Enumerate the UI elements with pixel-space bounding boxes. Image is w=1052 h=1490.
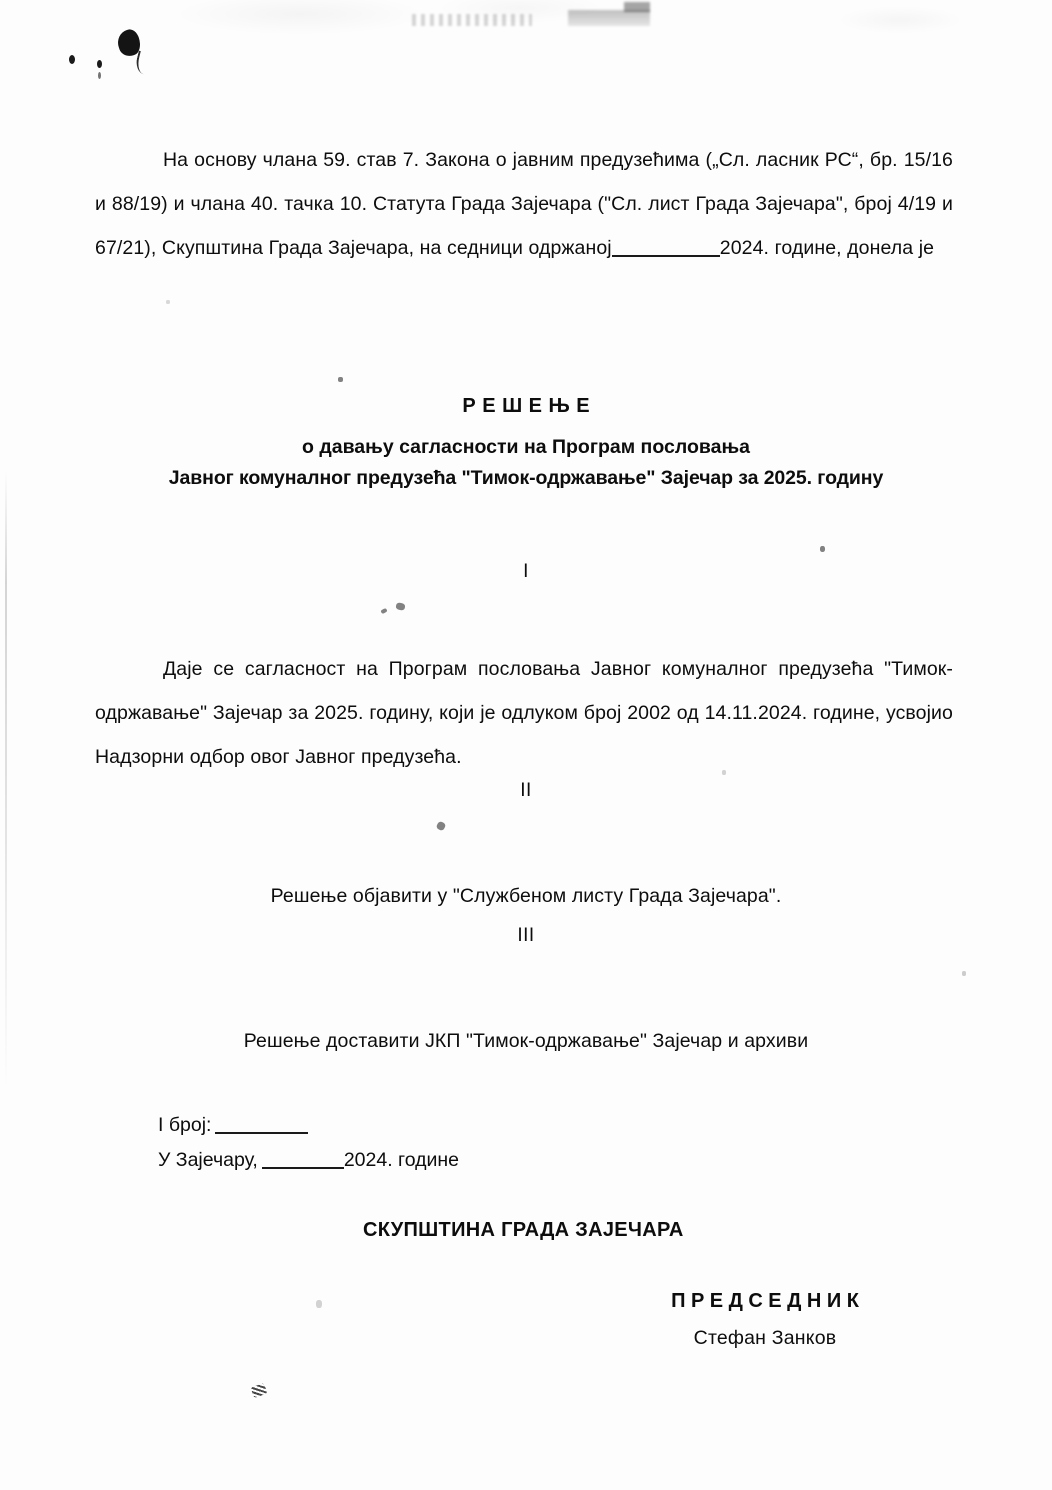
ink-speck — [69, 55, 75, 64]
section-body-3: Решење доставити ЈКП "Тимок-одржавање" Зајечар и архиви — [243, 1029, 809, 1052]
scan-smudge-faint-text — [412, 14, 532, 26]
scan-noise-top — [0, 0, 1052, 100]
place-label: У Зајечару, — [158, 1149, 258, 1171]
signatory-name: Стефан Занков — [693, 1327, 837, 1349]
scan-smudge-corner — [624, 2, 650, 12]
signatory-title: ПРЕДСЕДНИК — [671, 1290, 865, 1312]
year-suffix: 2024. године — [343, 1149, 460, 1171]
section-numeral-3: III — [517, 925, 535, 946]
document-number-line — [158, 1108, 459, 1143]
signature-block — [600, 1290, 930, 1350]
ink-speck — [380, 608, 387, 614]
preamble-paragraph — [95, 138, 953, 270]
document-number-blank-line — [215, 1132, 308, 1134]
ink-speck — [395, 602, 405, 611]
ink-speck — [338, 377, 343, 382]
scan-smudge-dark-bar — [568, 10, 650, 26]
preamble-text-part1: На основу члана 59. став 7. Закона о јавним предузећима („Сл. ласник РС“, бр. 15/16 и 88/19) и члана 40. тачка 10. Статута Града Зајечара ("Сл. лист Града Зајечара", број 4/19 и 67/21), Скупштина Града Зајечара, на седници одржаној — [95, 148, 953, 259]
subtitle-line-2: Јавног комуналног предузећа "Тимок-одржавање" Зајечар за 2025. годину — [168, 467, 884, 489]
place-and-date-line — [158, 1143, 459, 1178]
footer-metadata — [158, 1108, 459, 1178]
section-body-2: Решење објавити у "Службеном листу Града Зајечара". — [270, 884, 782, 907]
ink-speck — [820, 546, 825, 552]
ink-speck — [166, 300, 170, 304]
document-number-label: I број: — [158, 1114, 212, 1136]
subtitle-line-1: о давању сагласности на Програм пословања — [302, 436, 750, 458]
section-numeral-2: II — [520, 780, 532, 801]
section-numeral-1: I — [523, 561, 529, 582]
ink-speck — [962, 971, 966, 976]
ink-blot — [115, 27, 144, 59]
date-blank-fill-line — [612, 255, 720, 257]
ink-speck — [97, 60, 102, 68]
document-title: РЕШЕЊЕ — [462, 395, 597, 418]
date-blank-line — [262, 1167, 344, 1169]
ink-speck — [316, 1300, 322, 1308]
issuing-assembly-name: СКУПШТИНА ГРАДА ЗАЈЕЧАРА — [363, 1219, 684, 1241]
section-body-1: Даје се сагласност на Програм пословања Јавног комуналног предузећа "Тимок-одржавање" Зајечар за 2025. годину, који је одлуком број 2002 од 14.11.2024. године, усвојио Надзорни одбор овог Јавног предузећа. — [95, 657, 953, 768]
ink-speck — [98, 72, 101, 79]
preamble-text-part2: 2024. године, донела је — [719, 236, 935, 259]
ink-speck — [436, 821, 447, 832]
ink-speck — [251, 1383, 268, 1398]
document-subtitle — [0, 432, 1052, 494]
ink-blot-tail — [134, 51, 154, 76]
